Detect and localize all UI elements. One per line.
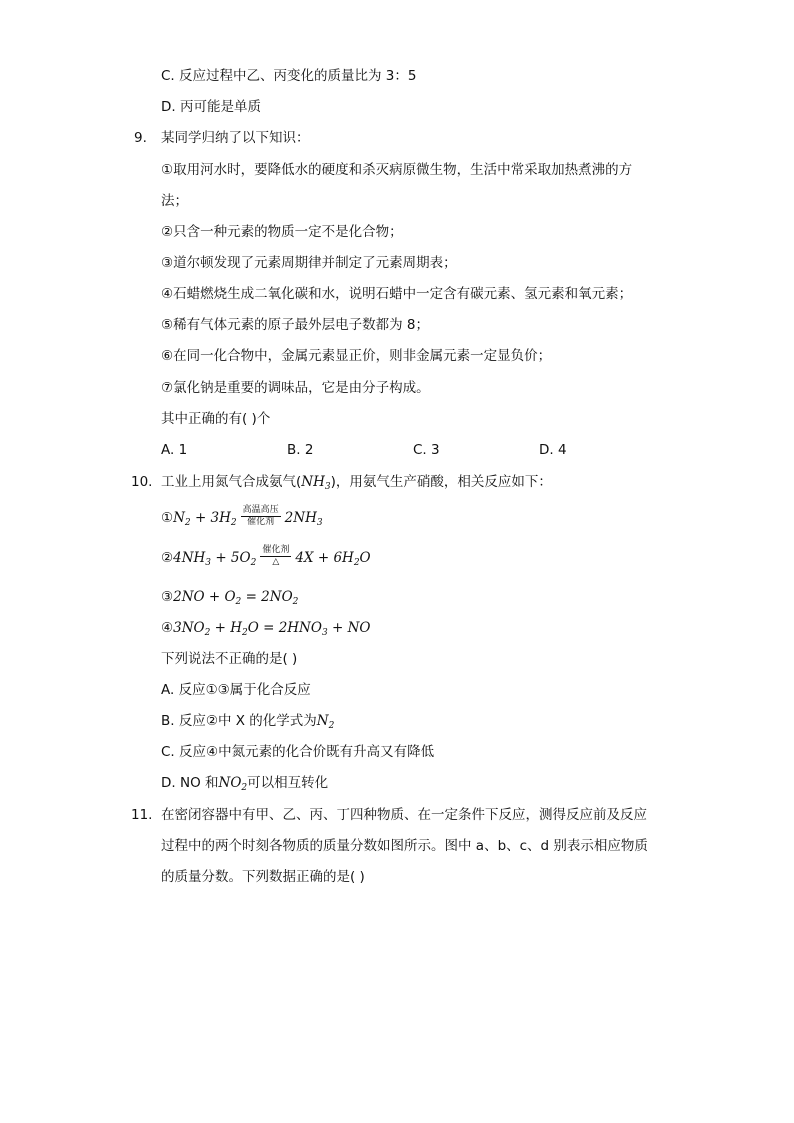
q11-line-1: 在密闭容器中有甲、乙、丙、丁四种物质、在一定条件下反应，测得反应前及反应 [161,807,647,823]
q11-number: 11. [131,807,153,823]
q9-option-c: C. 3 [413,442,440,458]
q10-stem-start: 工业上用氮气合成氨气( [161,474,302,490]
q9-item-3: ③道尔顿发现了元素周期律并制定了元素周期表； [161,255,457,271]
q9-option-b: B. 2 [287,442,314,458]
q9-option-a: A. 1 [161,442,188,458]
q10-stem [161,472,552,492]
q8-option-c: C. 反应过程中乙、丙变化的质量比为 3：5 [161,68,417,84]
q9-item-5: ⑤稀有气体元素的原子最外层电子数都为 8； [161,317,429,333]
q10-option-c: C. 反应④中氮元素的化合价既有升高又有降低 [161,744,435,760]
q10-reaction-1: $①N_2 + 3H_2$ 高温高压 催化剂 $2NH_3$ [161,504,323,528]
q9-item-1: ①取用河水时，要降低水的硬度和杀灭病原微生物，生活中常采取加热煮沸的方 [161,162,633,178]
q11-line-3: 的质量分数。下列数据正确的是( ) [161,869,365,885]
q11-line-2: 过程中的两个时刻各物质的质量分数如图所示。图中 a、b、c、d 别表示相应物质 [161,838,648,854]
q10-stem-end: )，用氨气生产硝酸，相关反应如下： [330,474,552,490]
q9-item-6: ⑥在同一化合物中，金属元素显正价，则非金属元素一定显负价； [161,348,552,364]
q10-reaction-3: ③2NO + $O_2 = 2NO_2$ [161,589,299,607]
q9-question: 其中正确的有( )个 [161,411,271,427]
q10-stem-formula: $NH_3$ [301,474,331,492]
reaction-2-condition: 催化剂 △ [262,544,290,567]
q9-item-1-cont: 法； [161,193,188,209]
reaction-1-condition: 高温高压 催化剂 [242,504,279,527]
q9-item-7: ⑦氯化钠是重要的调味品，它是由分子构成。 [161,380,430,396]
q9-option-d: D. 4 [539,442,567,458]
q10-option-b: B. 反应②中 X 的化学式为$N_2$ [161,713,335,731]
q9-stem: 某同学归纳了以下知识： [161,130,310,146]
q9-number: 9. [134,130,147,146]
q8-option-d: D. 丙可能是单质 [161,99,261,115]
q10-reaction-4: $④3NO_2 + H_2O = 2HNO_3$ + NO [161,620,371,638]
q9-item-2: ②只含一种元素的物质一定不是化合物； [161,224,403,240]
q10-number: 10. [131,474,153,490]
q10-option-d: D. NO 和$NO_2$可以相互转化 [161,775,329,793]
q9-item-4: ④石蜡燃烧生成二氧化碳和水，说明石蜡中一定含有碳元素、氢元素和氧元素； [161,286,633,302]
q10-reaction-2: $②4NH_3 + 5O_2$ 催化剂 △ $4X + 6H_2O$ [161,544,371,568]
q10-question: 下列说法不正确的是( ) [161,651,298,667]
q10-option-a: A. 反应①③属于化合反应 [161,682,311,698]
